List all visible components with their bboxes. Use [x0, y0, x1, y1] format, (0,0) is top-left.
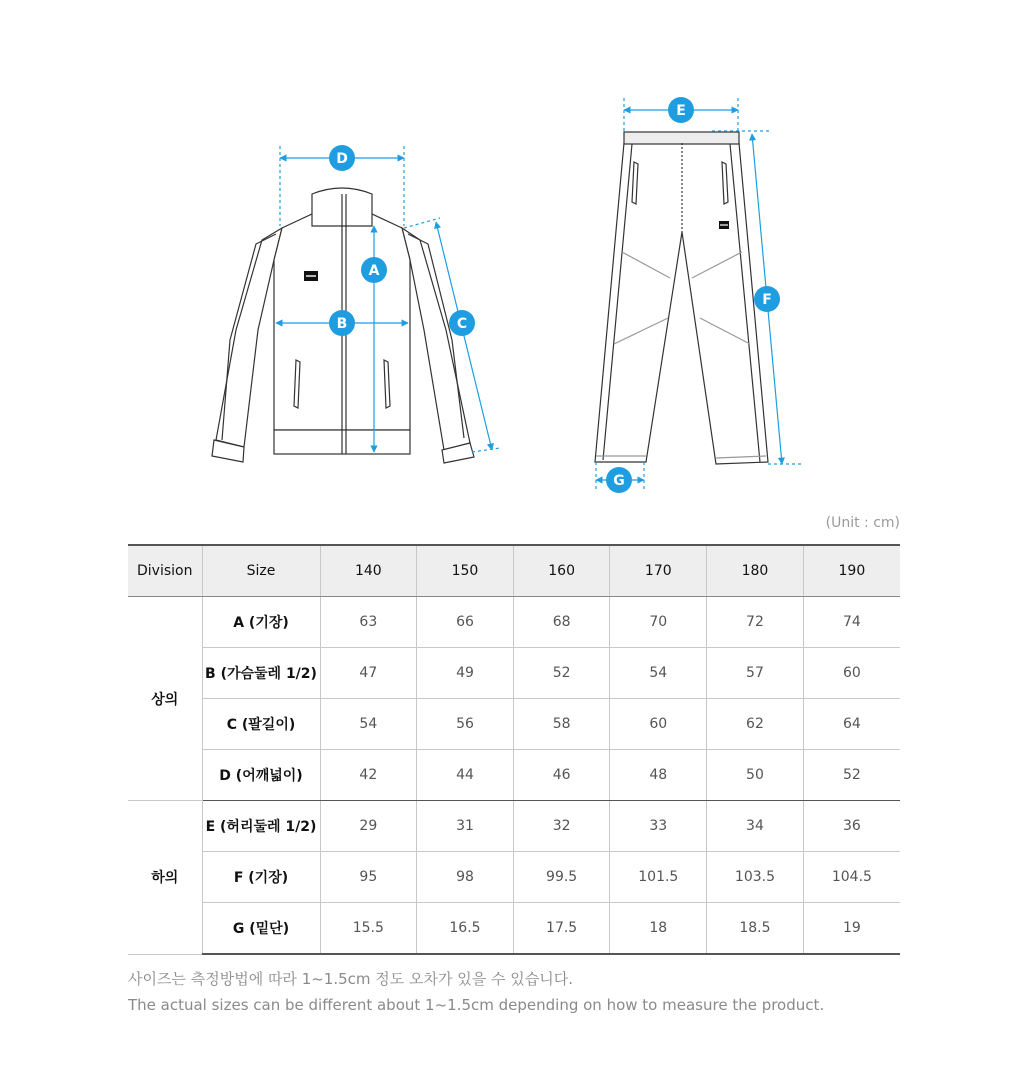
note-korean: 사이즈는 측정방법에 따라 1~1.5cm 정도 오차가 있을 수 있습니다.	[128, 970, 574, 988]
table-cell: 57	[707, 648, 804, 699]
table-cell: 18.5	[707, 903, 804, 955]
pants-logo	[719, 221, 729, 229]
table-row	[128, 903, 900, 955]
table-row	[128, 597, 900, 648]
header-160: 160	[513, 545, 610, 597]
table-cell: 54	[320, 699, 417, 750]
table-cell: 60	[610, 699, 707, 750]
row-label: E (허리둘레 1/2)	[202, 801, 320, 852]
table-cell: 17.5	[513, 903, 610, 955]
group-bottom-label: 하의	[128, 801, 202, 955]
header-140: 140	[320, 545, 417, 597]
header-180: 180	[707, 545, 804, 597]
table-cell: 74	[803, 597, 900, 648]
table-cell: 52	[513, 648, 610, 699]
row-label: F (기장)	[202, 852, 320, 903]
table-cell: 18	[610, 903, 707, 955]
table-cell: 101.5	[610, 852, 707, 903]
table-cell: 34	[707, 801, 804, 852]
svg-text:C: C	[456, 316, 468, 332]
marker-d	[329, 145, 355, 171]
group-top-label: 상의	[128, 597, 202, 801]
header-150: 150	[417, 545, 514, 597]
table-cell: 33	[610, 801, 707, 852]
size-table	[128, 544, 900, 955]
table-row	[128, 852, 900, 903]
table-row	[128, 801, 900, 852]
measurement-diagram	[0, 0, 1028, 510]
table-row	[128, 699, 900, 750]
table-row	[128, 648, 900, 699]
table-cell: 70	[610, 597, 707, 648]
table-cell: 63	[320, 597, 417, 648]
header-190: 190	[803, 545, 900, 597]
unit-label: (Unit : cm)	[825, 515, 900, 531]
row-label: C (팔길이)	[202, 699, 320, 750]
svg-text:B: B	[336, 316, 348, 332]
header-division: Division	[128, 545, 202, 597]
table-cell: 44	[417, 750, 514, 801]
table-cell: 104.5	[803, 852, 900, 903]
table-row	[128, 750, 900, 801]
table-cell: 42	[320, 750, 417, 801]
table-cell: 66	[417, 597, 514, 648]
table-cell: 64	[803, 699, 900, 750]
note-english: The actual sizes can be different about 1~1.5cm depending on how to measure the product.	[128, 996, 825, 1014]
table-cell: 32	[513, 801, 610, 852]
table-cell: 68	[513, 597, 610, 648]
marker-e	[668, 97, 694, 123]
table-cell: 98	[417, 852, 514, 903]
table-cell: 16.5	[417, 903, 514, 955]
marker-g	[606, 467, 632, 493]
svg-text:F: F	[762, 292, 772, 308]
row-label: D (어깨넓이)	[202, 750, 320, 801]
table-cell: 15.5	[320, 903, 417, 955]
table-cell: 48	[610, 750, 707, 801]
row-label: G (밑단)	[202, 903, 320, 955]
marker-c	[449, 310, 475, 336]
pants-drawing	[595, 132, 768, 464]
table-cell: 58	[513, 699, 610, 750]
jacket-logo	[304, 271, 318, 281]
marker-a	[361, 257, 387, 283]
table-cell: 54	[610, 648, 707, 699]
marker-f	[754, 286, 780, 312]
table-cell: 60	[803, 648, 900, 699]
table-cell: 19	[803, 903, 900, 955]
header-size: Size	[202, 545, 320, 597]
table-cell: 72	[707, 597, 804, 648]
table-cell: 36	[803, 801, 900, 852]
table-cell: 52	[803, 750, 900, 801]
table-cell: 29	[320, 801, 417, 852]
table-cell: 50	[707, 750, 804, 801]
row-label: A (기장)	[202, 597, 320, 648]
table-cell: 46	[513, 750, 610, 801]
marker-b	[329, 310, 355, 336]
svg-text:G: G	[613, 473, 625, 489]
table-cell: 49	[417, 648, 514, 699]
svg-text:E: E	[676, 103, 686, 119]
table-cell: 103.5	[707, 852, 804, 903]
table-cell: 47	[320, 648, 417, 699]
header-170: 170	[610, 545, 707, 597]
row-label: B (가슴둘레 1/2)	[202, 648, 320, 699]
table-cell: 62	[707, 699, 804, 750]
svg-text:A: A	[368, 263, 380, 279]
svg-text:D: D	[336, 151, 348, 167]
table-cell: 99.5	[513, 852, 610, 903]
table-cell: 95	[320, 852, 417, 903]
table-header-row	[128, 545, 900, 597]
table-cell: 31	[417, 801, 514, 852]
table-cell: 56	[417, 699, 514, 750]
